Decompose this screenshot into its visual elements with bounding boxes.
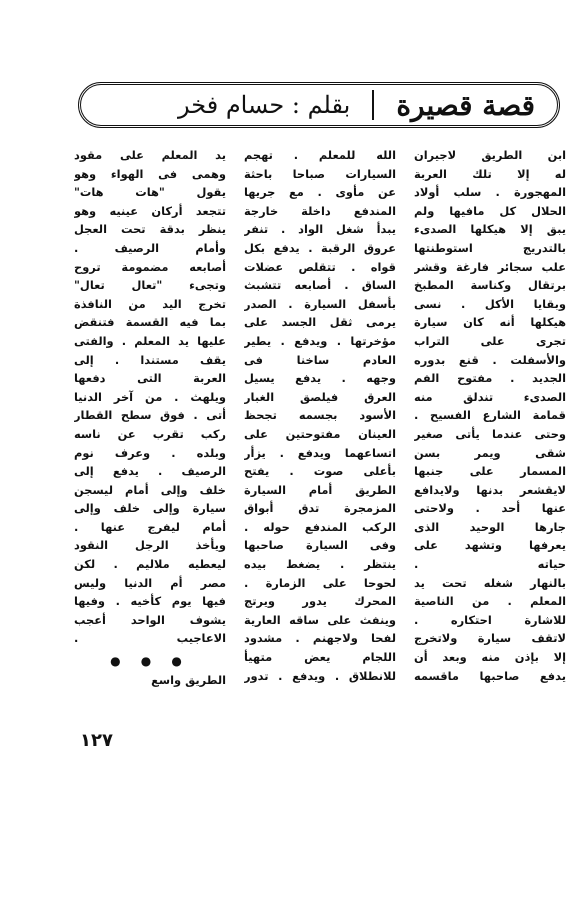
text-line: الرصيف . يدفع إلى bbox=[74, 464, 226, 479]
text-line: يقول "هات هات" bbox=[74, 185, 226, 200]
story-header bbox=[78, 82, 560, 128]
text-line: الركب المندفع حوله . bbox=[244, 519, 396, 534]
text-line: وتجىء "تعال تعال" bbox=[74, 278, 226, 293]
text-line: الصدىء تندلق منه bbox=[414, 389, 566, 404]
text-line: الجديد . مفتوح الفم bbox=[414, 371, 566, 386]
text-line: وينفث على ساقه العارية bbox=[244, 612, 396, 627]
text-line: عليها يد المعلم . والفتى bbox=[74, 333, 226, 348]
text-line: بما فيه القسمة فتنقض bbox=[74, 315, 226, 330]
text-line: أمام ليفرج عنها . bbox=[74, 519, 226, 534]
text-line: والأسفلت . قنع بدوره bbox=[414, 352, 566, 367]
text-line: اللجام يعض متهيأ bbox=[244, 650, 396, 665]
text-line: سيارة وإلى خلف وإلى bbox=[74, 501, 226, 516]
text-line: عروق الرقبة . يدفع بكل bbox=[244, 240, 396, 255]
text-line: العربة التى دفعها bbox=[74, 371, 226, 386]
text-line: ابن الطريق لاجيران bbox=[414, 148, 566, 162]
text-line: أتى . فوق سطح القطار bbox=[74, 408, 226, 423]
text-line: يبدأ شغل الواد . تنفر bbox=[244, 222, 396, 237]
author-byline: بقلم : حسام فخر bbox=[177, 91, 351, 119]
text-line: يد المعلم على مقود bbox=[74, 148, 226, 162]
text-line: هيكلها أنه كان سيارة bbox=[414, 315, 566, 330]
text-line: الاعاجيب . bbox=[74, 631, 226, 646]
text-line: المزمجرة تدق أبواق bbox=[244, 501, 396, 516]
text-line: يقف مستندا . إلى bbox=[74, 352, 226, 367]
text-line: وجهه . يدفع يسيل bbox=[244, 371, 396, 386]
text-line: لاتقف سيارة ولاتخرج bbox=[414, 631, 566, 646]
header-divider bbox=[372, 90, 374, 120]
text-line: وهمى فى الهواء وهو bbox=[74, 166, 226, 181]
text-line: ينتظر . يضغط بيده bbox=[244, 557, 396, 572]
text-line: يعرفها وتشهد على bbox=[414, 538, 566, 553]
text-line: للاشارة احتكاره . bbox=[414, 612, 566, 627]
text-line: لحوحا على الزمارة . bbox=[244, 575, 396, 590]
text-line: الأسود بجسمه تجحظ bbox=[244, 408, 396, 423]
text-line: لايقشعر بدنها ولايدافع bbox=[414, 482, 566, 497]
text-line: المهجورة . سلب أولاد bbox=[414, 185, 566, 200]
closing-line: الطريق واسع bbox=[151, 672, 226, 687]
text-line: الله للمعلم . تهجم bbox=[244, 148, 396, 162]
text-line: له إلا تلك العربة bbox=[414, 166, 566, 181]
column-left bbox=[74, 146, 226, 706]
text-line: يشوف الواحد أعجب bbox=[74, 612, 226, 627]
text-line: العادم ساخنا فى bbox=[244, 352, 396, 367]
text-line: المعلم . من الناصية bbox=[414, 594, 566, 609]
text-line: ويأخذ الرجل النقود bbox=[74, 538, 226, 553]
text-line: وحتى عندما يأتى صغير bbox=[414, 426, 566, 441]
text-columns bbox=[74, 146, 566, 706]
text-line: يرمى ثقل الجسد على bbox=[244, 315, 396, 330]
text-line: العرق فيلصق الغبار bbox=[244, 389, 396, 404]
text-line: الحلال كل مافيها ولم bbox=[414, 203, 566, 218]
text-line: وأمام الرصيف . bbox=[74, 240, 226, 255]
text-line: بالتدريج استوطنتها bbox=[414, 240, 566, 255]
text-line: بأعلى صوت . يفتح bbox=[244, 464, 396, 479]
text-line: اتساعهما ويدفع . يزأر bbox=[244, 445, 396, 460]
text-line: الساق . أصابعه تتشبث bbox=[244, 278, 396, 293]
text-line: أصابعه مضمومة تروح bbox=[74, 259, 226, 274]
text-line: تتجعد أركان عينيه وهو bbox=[74, 203, 226, 218]
column-right bbox=[414, 146, 566, 706]
text-line: فيها يوم كأخيه . وفيها bbox=[74, 594, 226, 609]
text-line: يبق إلا هيكلها الصدىء bbox=[414, 222, 566, 237]
text-line: لفحا ولاجهنم . مشدود bbox=[244, 631, 396, 646]
text-line: علب سجائر فارغة وقشر bbox=[414, 259, 566, 274]
text-line: عن مأوى . مع جريها bbox=[244, 185, 396, 200]
text-line: ويلهث . من آخر الدنيا bbox=[74, 389, 226, 404]
section-break-dots: ● ● ● bbox=[110, 654, 190, 669]
text-line: الطريق أمام السيارة bbox=[244, 482, 396, 497]
text-line: يدفع صاحبها ماقسمه bbox=[414, 668, 566, 683]
text-line: وفى السيارة صاحبها bbox=[244, 538, 396, 553]
text-line: المندفع داخلة خارجة bbox=[244, 203, 396, 218]
text-line: العينان مفتوحتين على bbox=[244, 426, 396, 441]
text-line: المسمار على جنبها bbox=[414, 464, 566, 479]
column-middle bbox=[244, 146, 396, 706]
page-number: ١٢٧ bbox=[80, 730, 113, 751]
text-line: قمامة الشارع الفسيح . bbox=[414, 408, 566, 423]
text-line: خلف وإلى أمام ليسجن bbox=[74, 482, 226, 497]
story-genre-title: قصة قصيرة bbox=[396, 88, 535, 122]
text-line: مصر أم الدنيا وليس bbox=[74, 575, 226, 590]
text-line: مؤخرتها . ويدفع . يطير bbox=[244, 333, 396, 348]
text-line: تخرج اليد من النافذة bbox=[74, 296, 226, 311]
text-line: وبلده . وعرف نوم bbox=[74, 445, 226, 460]
text-line: جارها الوحيد الذى bbox=[414, 519, 566, 534]
text-line: حياته . bbox=[414, 557, 566, 572]
text-line: بالنهار شغله تحت يد bbox=[414, 575, 566, 590]
column-left-lines bbox=[74, 146, 226, 648]
text-line: شقى ويمر بسن bbox=[414, 445, 566, 460]
text-line: وبقايا الأكل . نسى bbox=[414, 296, 566, 311]
text-line: السيارات صباحا باحثة bbox=[244, 166, 396, 181]
text-line: ركب تقرب عن ناسه bbox=[74, 426, 226, 441]
text-line: تجرى على التراب bbox=[414, 333, 566, 348]
text-line: ينظر بدقة تحت العجل bbox=[74, 222, 226, 237]
text-line: برتقال وكناسة المطبخ bbox=[414, 278, 566, 293]
text-line: بأسفل السيارة . الصدر bbox=[244, 296, 396, 311]
text-line: ليعطيه ملاليم . لكن bbox=[74, 557, 226, 572]
text-line: إلا بإذن منه وبعد أن bbox=[414, 650, 566, 665]
text-line: عنها أحد . ولاحتى bbox=[414, 501, 566, 516]
text-line: للانطلاق . ويدفع . تدور bbox=[244, 668, 396, 683]
text-line: المحرك يدور ويرتج bbox=[244, 594, 396, 609]
text-line: قواه . تتقلص عضلات bbox=[244, 259, 396, 274]
